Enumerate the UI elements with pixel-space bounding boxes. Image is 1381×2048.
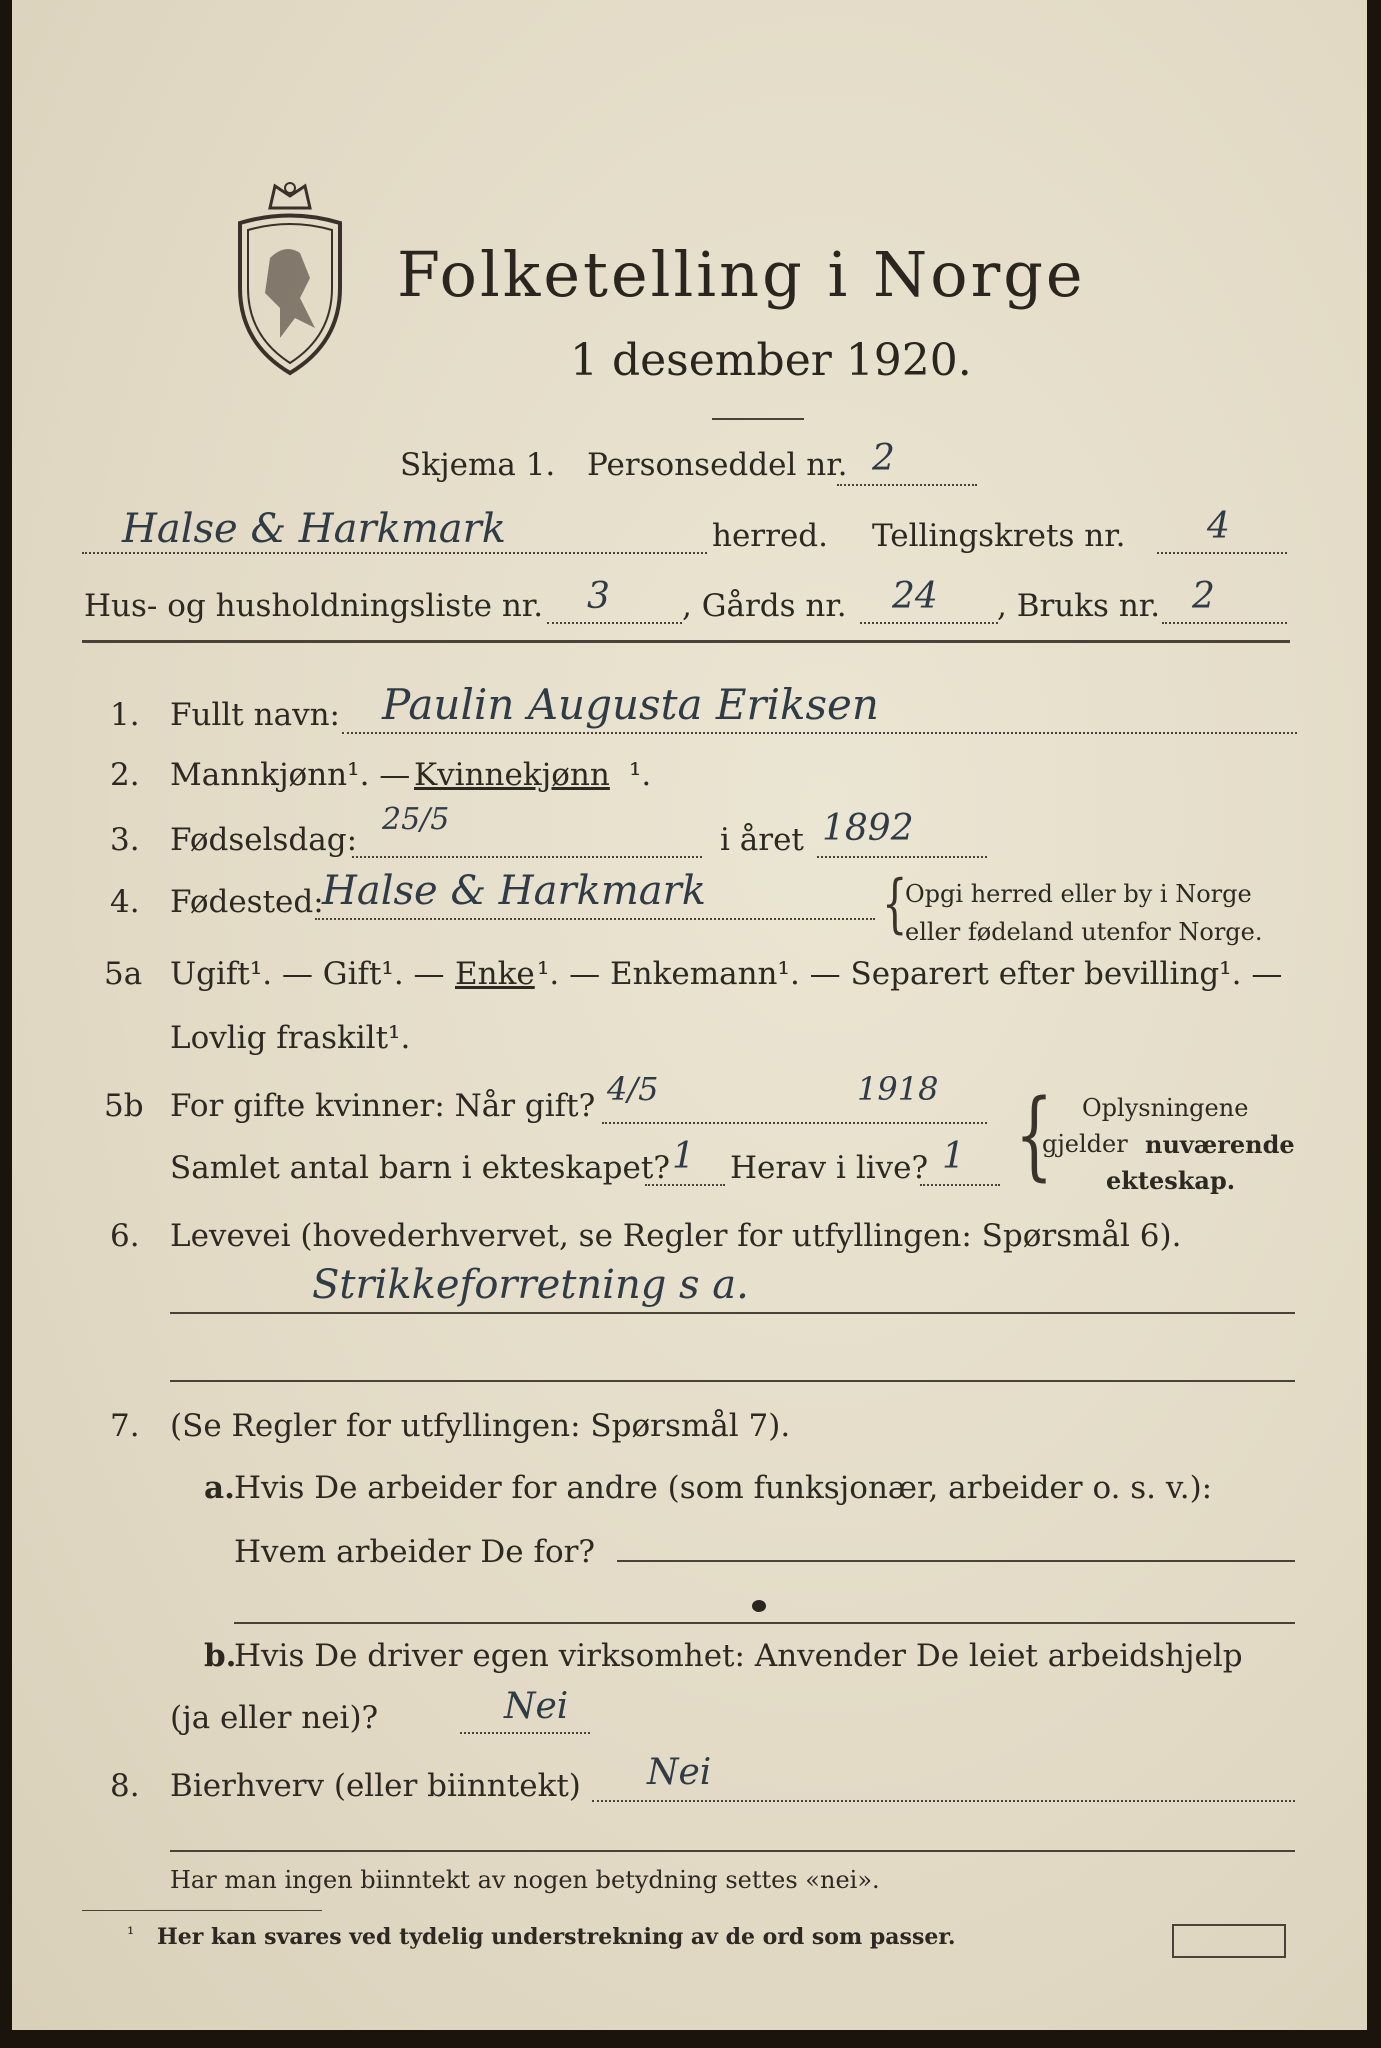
tellingskrets-label: Tellingskrets nr. <box>872 518 1126 554</box>
gards-line <box>860 622 998 624</box>
form-title: Folketelling i Norge <box>397 238 1086 311</box>
q5a-enke: Enke <box>455 956 535 992</box>
personseddel-value: 2 <box>872 438 895 479</box>
hus-line <box>547 622 682 624</box>
q5a-number: 5a <box>104 956 143 992</box>
q5b-note-2b: nuværende <box>1145 1130 1295 1159</box>
q5b-barn-value: 1 <box>672 1136 695 1177</box>
q6-number: 6. <box>110 1218 140 1254</box>
q7a-label: Hvis De arbeider for andre (som funksjonær, arbeider o. s. v.): <box>234 1470 1213 1506</box>
q4-note-2: eller fødeland utenfor Norge. <box>905 918 1263 946</box>
tellingskrets-line <box>1157 552 1287 554</box>
q7b-question: (ja eller nei)? <box>170 1700 379 1736</box>
coat-of-arms-icon <box>230 178 350 378</box>
q4-brace: { <box>882 867 908 941</box>
ink-blot <box>752 1600 766 1612</box>
q8-label: Bierhverv (eller biinntekt) <box>170 1768 581 1804</box>
q3-year-line <box>817 856 987 858</box>
footnote-divider <box>82 1910 322 1911</box>
q7b-label: Hvis De driver egen virksomhet: Anvender De leiet arbeidshjelp <box>234 1638 1243 1674</box>
q7b-value: Nei <box>504 1686 569 1727</box>
q7a-question: Hvem arbeider De for? <box>234 1534 596 1570</box>
gards-value: 24 <box>892 576 938 617</box>
q1-value: Paulin Augusta Eriksen <box>382 680 879 729</box>
q5a-text-3: Lovlig fraskilt¹. <box>170 1020 411 1056</box>
q3-year-value: 1892 <box>822 808 914 849</box>
schema-label: Skjema 1. <box>400 447 556 483</box>
q5b-note-2: gjelder <box>1042 1130 1128 1158</box>
census-form <box>12 0 1367 2030</box>
q3-number: 3. <box>110 822 140 858</box>
q5b-brace: { <box>1015 1080 1054 1192</box>
q6-label: Levevei (hovederhvervet, se Regler for utfyllingen: Spørsmål 6). <box>170 1218 1182 1254</box>
nei-note: Har man ingen biinntekt av nogen betydning settes «nei». <box>170 1866 880 1894</box>
q5b-label: For gifte kvinner: Når gift? <box>170 1088 596 1124</box>
q1-label: Fullt navn: <box>170 697 340 733</box>
q3-line <box>352 856 702 858</box>
q8-value: Nei <box>647 1752 712 1793</box>
q4-note-1: Opgi herred eller by i Norge <box>905 880 1252 908</box>
q5b-barn-label: Samlet antal barn i ekteskapet? <box>170 1150 670 1186</box>
q6-value: Strikkeforretning s a. <box>312 1262 749 1308</box>
q7b-letter: b. <box>204 1638 237 1674</box>
tellingskrets-value: 4 <box>1207 506 1230 547</box>
q5b-live-value: 1 <box>942 1136 965 1177</box>
title-divider <box>712 418 804 420</box>
q7a-line-2 <box>234 1622 1295 1624</box>
q5b-number: 5b <box>104 1088 144 1124</box>
section-divider <box>82 640 1290 643</box>
q3-value: 25/5 <box>382 802 450 837</box>
bruks-line <box>1162 622 1287 624</box>
gards-label: , Gårds nr. <box>682 588 847 624</box>
q1-number: 1. <box>110 697 140 733</box>
bruks-label: , Bruks nr. <box>997 588 1161 624</box>
hus-label: Hus- og husholdningsliste nr. <box>84 588 544 624</box>
footnote-mark: ¹ <box>127 1924 135 1945</box>
herred-label: herred. <box>712 518 828 554</box>
q5a-text-1: Ugift¹. — Gift¹. — <box>170 956 445 992</box>
herred-line <box>82 552 707 554</box>
q5b-barn-line <box>645 1184 725 1186</box>
hus-value: 3 <box>587 576 610 617</box>
q2-number: 2. <box>110 757 140 793</box>
q1-line <box>342 732 1297 734</box>
q4-number: 4. <box>110 884 140 920</box>
q6-line-1 <box>170 1312 1295 1314</box>
q5b-date-value: 4/5 <box>607 1070 659 1108</box>
q8-number: 8. <box>110 1768 140 1804</box>
q7a-letter: a. <box>204 1470 235 1506</box>
q3-label: Fødselsdag: <box>170 822 358 858</box>
q2-kvinnekjonn: Kvinnekjønn <box>414 757 610 793</box>
q4-value: Halse & Harkmark <box>322 868 706 914</box>
q7-number: 7. <box>110 1408 140 1444</box>
footnote-text: Her kan svares ved tydelig understrekning av de ord som passer. <box>157 1924 956 1950</box>
q5b-year-value: 1918 <box>857 1070 939 1108</box>
q3-year-label: i året <box>720 822 804 858</box>
q2-mannkjonn: Mannkjønn¹. — <box>170 757 411 793</box>
personseddel-line <box>837 484 977 486</box>
personseddel-label: Personseddel nr. <box>587 447 848 483</box>
q5b-live-label: Herav i live? <box>730 1150 929 1186</box>
q5b-live-line <box>920 1184 1000 1186</box>
q7a-line-1 <box>617 1560 1295 1562</box>
printer-stamp <box>1172 1924 1286 1958</box>
herred-value: Halse & Harkmark <box>122 506 506 552</box>
q5b-note-3: ekteskap. <box>1106 1166 1236 1195</box>
q5b-date-line <box>602 1122 987 1124</box>
q8-line-2 <box>170 1850 1295 1852</box>
q4-line <box>315 918 875 920</box>
q6-line-2 <box>170 1380 1295 1382</box>
q5b-note-1: Oplysningene <box>1082 1094 1249 1122</box>
form-date: 1 desember 1920. <box>570 335 972 386</box>
q7b-line <box>460 1732 590 1734</box>
q5a-text-2: ¹. — Enkemann¹. — Separert efter bevilling¹. — <box>537 956 1283 992</box>
q4-label: Fødested: <box>170 884 324 920</box>
q2-sup: ¹. <box>629 757 652 793</box>
bruks-value: 2 <box>1192 576 1215 617</box>
q8-line <box>592 1800 1295 1802</box>
q7-label: (Se Regler for utfyllingen: Spørsmål 7). <box>170 1408 791 1444</box>
